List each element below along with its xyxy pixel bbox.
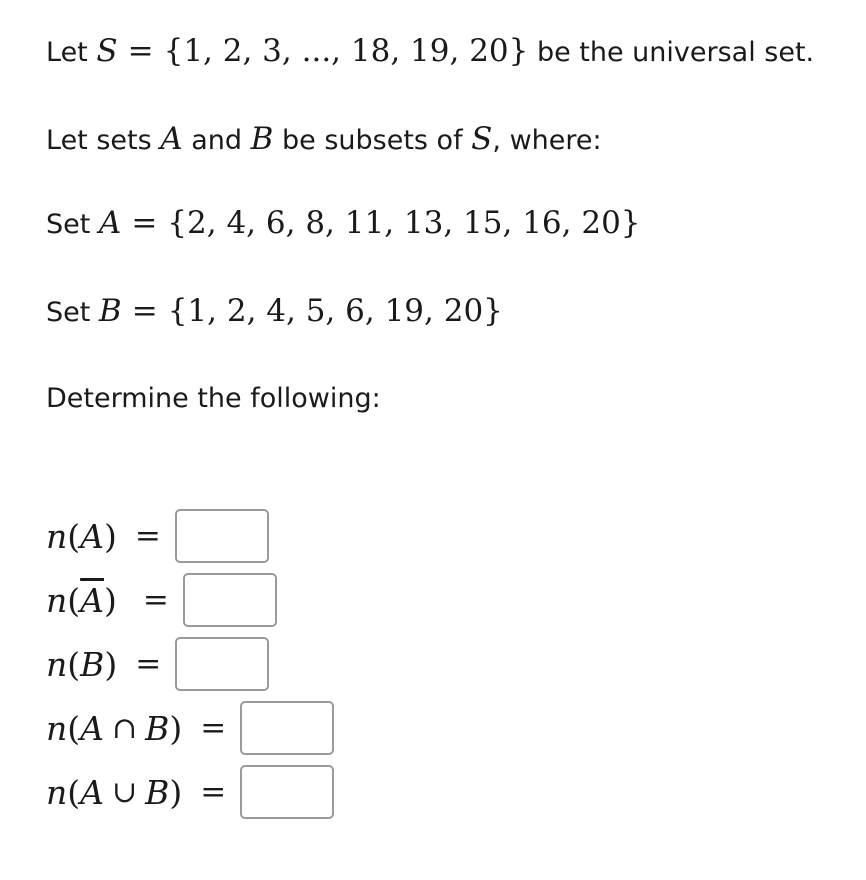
subsets-statement [46,119,602,161]
paren-open: ( [67,708,81,748]
text-where: , where: [492,125,602,156]
answer-input-n-b[interactable] [175,637,269,691]
set-b-definition [46,291,503,333]
paren-close: ) [104,644,118,684]
var-a: A [80,772,104,812]
answer-input-n-a-complement[interactable] [183,573,277,627]
question-n-b [46,635,269,693]
equals-sign: = [127,33,154,69]
paren-close: ) [103,580,117,620]
symbol-n: n [46,580,68,620]
paren-close: ) [103,516,117,556]
var-s: S [96,33,118,69]
paren-close: ) [169,772,183,812]
var-b: B [98,293,122,329]
var-a: A [160,121,183,157]
paren-open: ( [67,772,81,812]
var-a: A [98,205,122,241]
equals-sign: = [131,293,158,329]
question-n-a-complement [46,571,277,629]
var-a: A [80,708,104,748]
text-and: and [182,125,251,156]
union-symbol: ∪ [111,774,138,810]
equals-sign: = [134,518,161,554]
paren-close: ) [169,708,183,748]
expr-n-a-complement [46,581,117,620]
instructions: Determine the following: [46,383,381,414]
set-a-definition [46,203,641,245]
equals-sign: = [142,582,169,618]
equals-sign: = [200,774,227,810]
equals-sign: = [131,205,158,241]
var-b: B [145,708,170,748]
equals-sign: = [200,710,227,746]
symbol-n: n [46,516,68,556]
var-s: S [471,121,493,157]
answer-input-n-a[interactable] [175,509,269,563]
universal-set-statement [46,31,814,73]
question-n-a-intersect-b [46,699,334,757]
var-a-complement: $\overline{A}$ [80,580,104,620]
set-a-elements: {2, 4, 6, 8, 11, 13, 15, 16, 20} [167,205,641,241]
symbol-n: n [46,708,68,748]
var-b: B [145,772,170,812]
expr-n-a [46,517,117,556]
text-set: Set [46,209,99,240]
set-b-elements: {1, 2, 4, 5, 6, 19, 20} [167,293,503,329]
var-b: B [250,121,274,157]
expr-n-a-union-b [46,773,182,812]
paren-open: ( [67,580,81,620]
text-let-sets: Let sets [46,125,161,156]
expr-n-b [46,645,117,684]
paren-open: ( [67,516,81,556]
question-n-a [46,507,269,565]
text-let: Let [46,37,97,68]
symbol-n: n [46,772,68,812]
question-n-a-union-b [46,763,334,821]
paren-open: ( [67,644,81,684]
equals-sign: = [135,646,162,682]
universal-set-elements: {1, 2, 3, ..., 18, 19, 20} [163,33,529,69]
expr-n-a-intersect-b [46,709,182,748]
text-universal-suffix: be the universal set. [528,37,815,68]
intersection-symbol: ∩ [111,710,138,746]
var-a: A [80,516,104,556]
text-subsets-of: be subsets of [273,125,472,156]
answer-input-n-a-union-b[interactable] [240,765,334,819]
text-set: Set [46,297,99,328]
answer-input-n-a-intersect-b[interactable] [240,701,334,755]
symbol-n: n [46,644,68,684]
var-b: B [80,644,105,684]
